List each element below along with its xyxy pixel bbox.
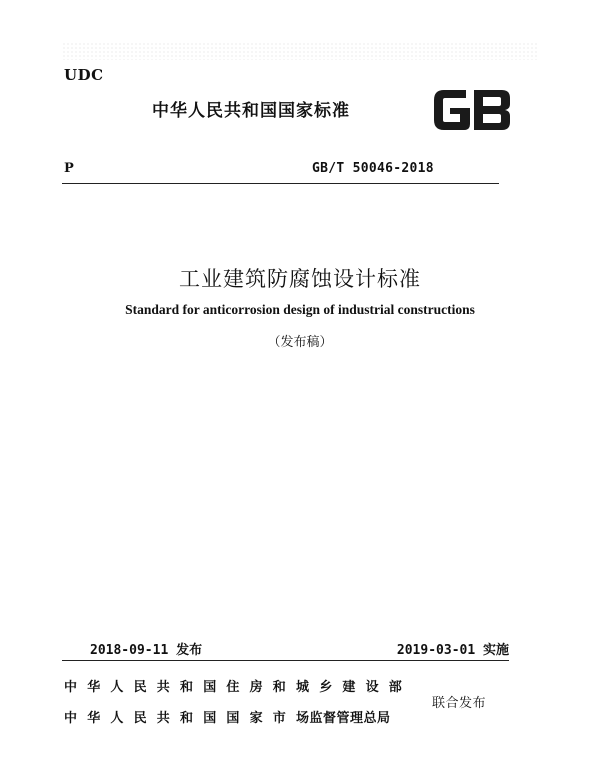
issuer-line-2-part-a: 中华人民共和国国家市 <box>64 711 297 726</box>
issuer-line-2-part-b: 场监督管理总局 <box>296 711 391 726</box>
header-rule <box>62 183 499 184</box>
top-scan-band <box>62 42 538 60</box>
issue-date: 2018-09-11 发布 <box>90 643 203 658</box>
implementation-date: 2019-03-01 实施 <box>396 643 509 658</box>
gb-logo <box>430 84 514 136</box>
org-title: 中华人民共和国国家标准 <box>152 101 350 121</box>
udc-label: UDC <box>64 66 104 84</box>
standard-number: GB/T 50046-2018 <box>312 161 434 176</box>
footer-rule <box>62 660 509 661</box>
title-chinese: 工业建筑防腐蚀设计标准 <box>179 267 421 291</box>
issuer-line-1: 中华人民共和国住房和城乡建设部 <box>64 680 413 695</box>
issuer-line-2 <box>64 707 391 726</box>
draft-label: （发布稿） <box>267 335 333 350</box>
title-english: Standard for anticorrosion design of industrial constructions <box>125 302 475 317</box>
joint-issue-label: 联合发布 <box>432 696 487 711</box>
category-code: P <box>64 161 74 176</box>
